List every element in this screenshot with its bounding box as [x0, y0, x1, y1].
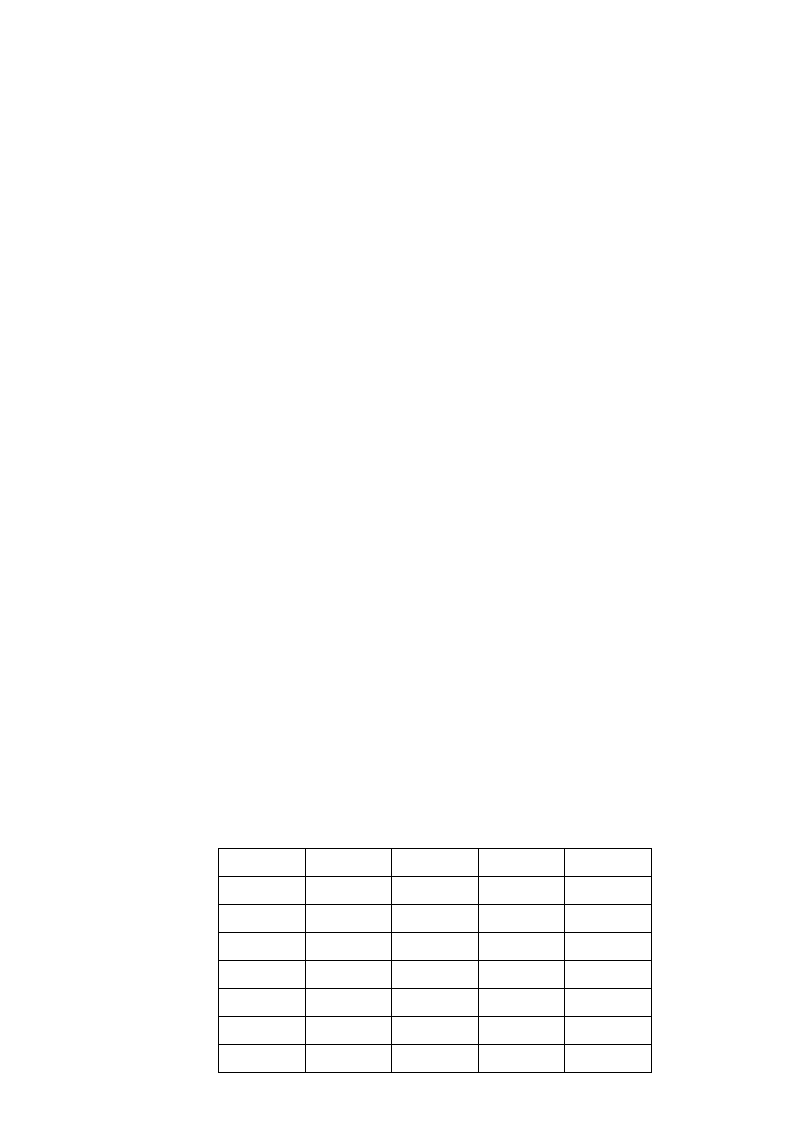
answer-cell[interactable] — [392, 1017, 479, 1045]
answer-grid-c1 — [541, 322, 653, 478]
answer-cell[interactable] — [565, 1045, 652, 1073]
table-formula-row — [219, 877, 652, 905]
answer-cell[interactable] — [565, 1017, 652, 1045]
table-formula-cell — [219, 877, 306, 905]
table-header-cell — [306, 849, 392, 877]
row-label — [219, 933, 306, 961]
answer-grid-a1 — [157, 322, 303, 478]
answer-cell[interactable] — [565, 961, 652, 989]
answer-cell[interactable] — [392, 1045, 479, 1073]
answer-cell[interactable] — [392, 961, 479, 989]
table-row — [219, 905, 652, 933]
table-row — [219, 1017, 652, 1045]
row-value — [306, 1045, 392, 1073]
row-value — [306, 905, 392, 933]
table-formula-cell — [565, 877, 652, 905]
row-label — [219, 961, 306, 989]
answer-cell[interactable] — [479, 933, 565, 961]
fish-coordinate-chart — [558, 586, 678, 702]
row-value — [306, 961, 392, 989]
row-label — [219, 905, 306, 933]
row-label — [219, 1045, 306, 1073]
answer-cell[interactable] — [565, 905, 652, 933]
table-header-cell — [219, 849, 306, 877]
row-label — [219, 989, 306, 1017]
fish-points-table — [218, 848, 652, 1073]
table-header-cell — [392, 849, 479, 877]
row-value — [306, 933, 392, 961]
row-value — [306, 989, 392, 1017]
original-shapes-grid — [240, 236, 570, 312]
answer-cell[interactable] — [565, 989, 652, 1017]
answer-cell[interactable] — [565, 933, 652, 961]
answer-cell[interactable] — [392, 933, 479, 961]
row-label — [219, 1017, 306, 1045]
table-header-cell — [479, 849, 565, 877]
answer-cell[interactable] — [479, 989, 565, 1017]
table-row — [219, 1045, 652, 1073]
answer-cell[interactable] — [479, 961, 565, 989]
answer-cell[interactable] — [479, 1045, 565, 1073]
table-row — [219, 933, 652, 961]
table-row — [219, 989, 652, 1017]
answer-cell[interactable] — [392, 989, 479, 1017]
table-header-cell — [565, 849, 652, 877]
answer-grid-b1 — [349, 322, 495, 478]
table-formula-cell — [392, 877, 479, 905]
table-header-row — [219, 849, 652, 877]
table-formula-cell — [306, 877, 392, 905]
answer-cell[interactable] — [479, 1017, 565, 1045]
table-row — [219, 961, 652, 989]
row-value — [306, 1017, 392, 1045]
table-formula-cell — [479, 877, 565, 905]
answer-cell[interactable] — [392, 905, 479, 933]
answer-cell[interactable] — [479, 905, 565, 933]
